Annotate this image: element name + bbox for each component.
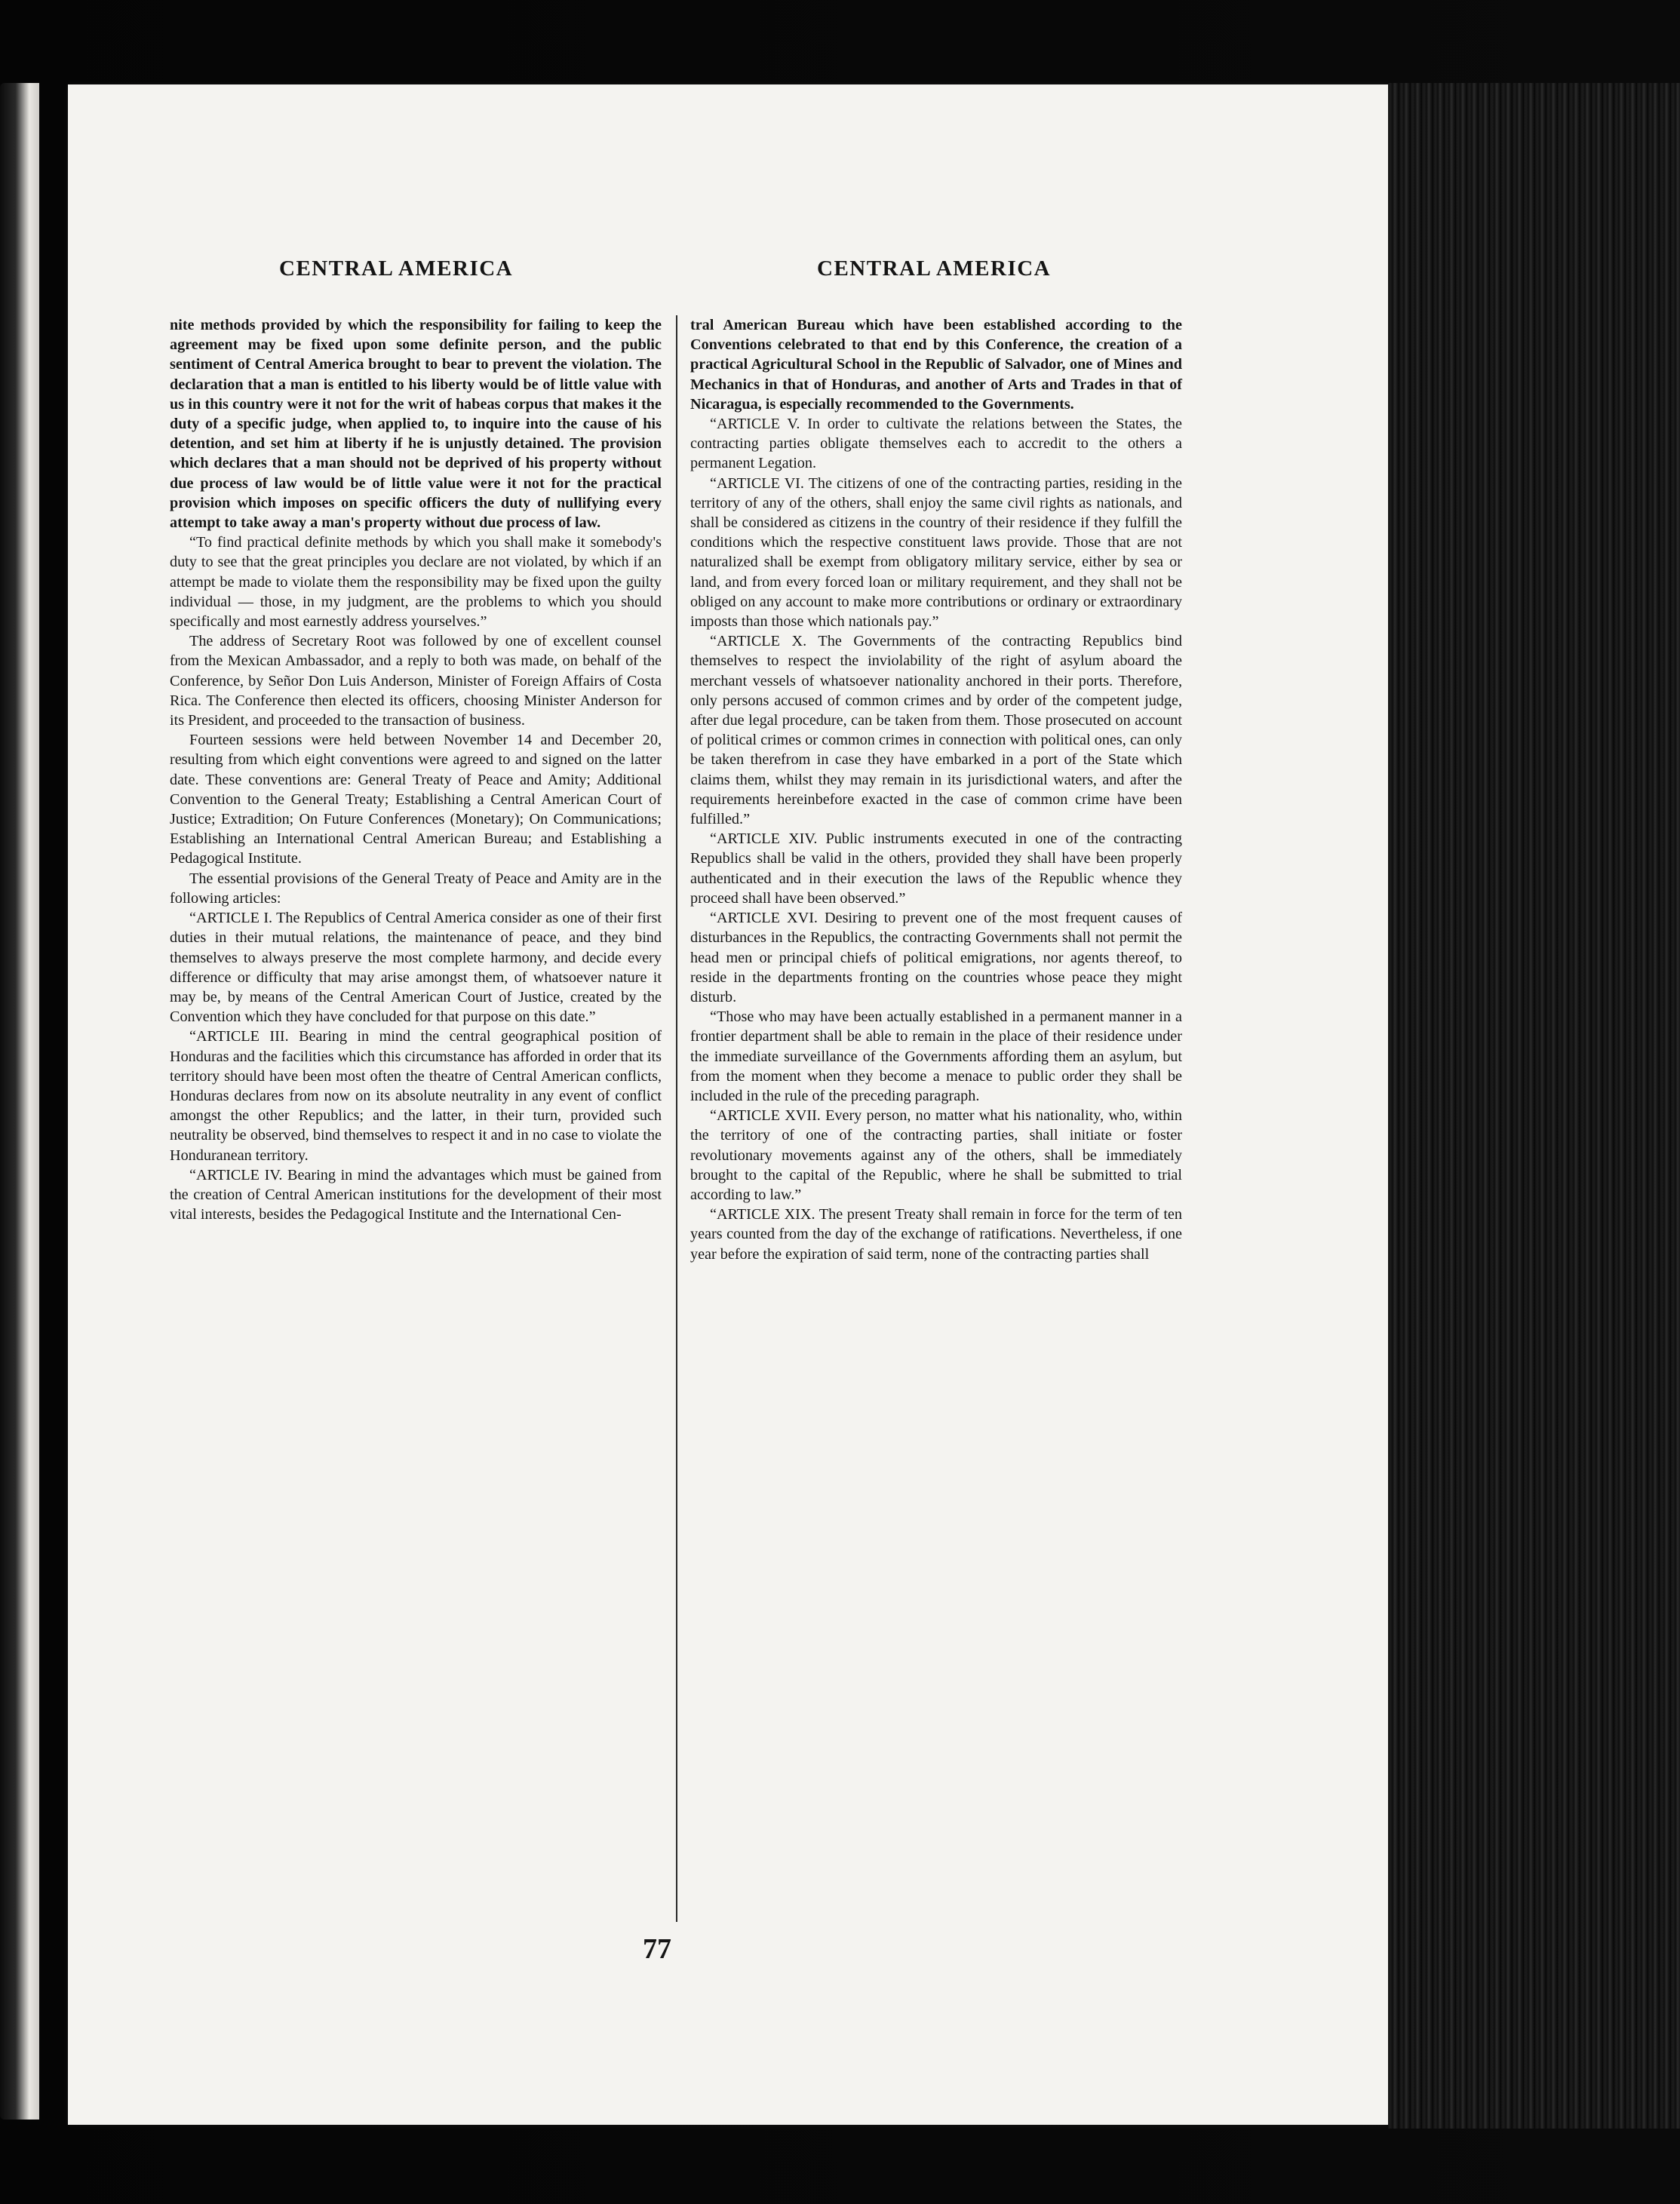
paragraph: “ARTICLE XIX. The present Treaty shall remain in force for the term of ten years counted from the day of the exchange of ratifications. Nevertheless, if one year before the expiration of said term, none of the contracting parties shall (690, 1206, 1182, 1263)
paragraph: “ARTICLE VI. The citizens of one of the contracting parties, residing in the territory of any of the others, shall enjoy the same civil rights as nationals, and shall be considered as citizens in the country of their residence if they fulfill the conditions which the respective constituent laws provide. Those that are not naturalized shall be exempt from obligatory military service, either by sea or land, and from every forced loan or military requirement, and they shall not be obliged on any account to make more contributions or ordinary or extraordinary imposts than those which nationals pay.” (690, 474, 1182, 631)
paragraph: tral American Bureau which have been established according to the Conventions celebrated to that end by this Conference, the creation of a practical Agricultural School in the Republic of Salvador, one of Mines and Mechanics in that of Honduras, and another of Arts and Trades in that of Nicaragua, is especially recommended to the Governments. (690, 317, 1182, 413)
text-column-left (170, 315, 662, 1224)
paragraph: “ARTICLE X. The Governments of the contracting Republics bind themselves to respect the inviolability of the right of asylum aboard the merchant vessels of whatsoever nationality anchored in their ports. Therefore, only persons accused of common crimes and by order of the competent judge, after due legal procedure, can be taken from them. Those prosecuted on account of political crimes or common crimes in connection with political ones, can only be taken therefrom in case they have embarked in a port of the State which claims them, whilst they may remain in its jurisdictional waters, and after the requirements hereinbefore exacted in the case of common crime have been fulfilled.” (690, 633, 1182, 828)
paragraph: “ARTICLE III. Bearing in mind the central geographical position of Honduras and the facilities which this circumstance has afforded in order that its territory should have been most often the theatre of Central American conflicts, Honduras declares from now on its absolute neutrality in any event of conflict amongst the other Republics; and the latter, in their turn, provided such neutrality be observed, bind themselves to respect it and in no case to violate the Honduranean territory. (170, 1028, 662, 1164)
scan-gutter (1388, 83, 1680, 2129)
paragraph: “ARTICLE I. The Republics of Central America consider as one of their first duties in their mutual relations, the maintenance of peace, and they bind themselves to always preserve the most complete harmony, and decide every difference or difficulty that may arise amongst them, of whatsoever nature it may be, by means of the Central American Court of Justice, created by the Convention which they have concluded for that purpose on this date.” (170, 910, 662, 1026)
paragraph: nite methods provided by which the responsibility for failing to keep the agreement may be fixed upon some definite person, and the public sentiment of Central America brought to bear to prevent the violation. The declaration that a man is entitled to his liberty would be of little value with us in this country were it not for the writ of habeas corpus that makes it the duty of a specific judge, when applied to, to inquire into the cause of his detention, and set him at liberty if he is unjustly detained. The provision which declares that a man should not be deprived of his property without due process of law would be of little value were it not for the practical provision which imposes on specific officers the duty of nullifying every attempt to take away a man's property without due process of law. (170, 317, 662, 532)
paragraph: “ARTICLE XIV. Public instruments executed in one of the contracting Republics shall be valid in the others, provided they shall have been properly authenticated and in their execution the laws of the Republic whence they proceed shall have been observed.” (690, 830, 1182, 907)
paragraph: “Those who may have been actually established in a permanent manner in a frontier department shall be able to remain in the place of their residence under the immediate surveillance of the Governments affording them an asylum, but from the moment when they become a menace to public order they shall be included in the rule of the preceding paragraph. (690, 1008, 1182, 1104)
running-head-left: CENTRAL AMERICA (279, 256, 514, 281)
paragraph: The address of Secretary Root was followed by one of excellent counsel from the Mexican Ambassador, and a reply to both was made, on behalf of the Conference, by Señor Don Luis Anderson, Minister of Foreign Affairs of Costa Rica. The Conference then elected its officers, choosing Minister Anderson for its President, and proceeded to the transaction of business. (170, 633, 662, 729)
paragraph: “ARTICLE XVI. Desiring to prevent one of the most frequent causes of disturbances in the Republics, the contracting Governments shall not permit the head men or principal chiefs of political emigrations, nor agents thereof, to reside in the departments fronting on the countries whose peace they might disturb. (690, 910, 1182, 1005)
paragraph: “To find practical definite methods by which you shall make it somebody's duty to see that the great principles you declare are not violated, by which if an attempt be made to violate them the responsibility may be fixed upon the guilty individual — those, in my judgment, are the problems to which you should specifically and most earnestly address yourselves.” (170, 534, 662, 631)
text-column-right (690, 315, 1182, 1264)
facing-page-edge (0, 83, 39, 2120)
paragraph: “ARTICLE V. In order to cultivate the relations between the States, the contracting parties obligate themselves each to accredit to the others a permanent Legation. (690, 416, 1182, 472)
paragraph: The essential provisions of the General Treaty of Peace and Amity are in the following articles: (170, 870, 662, 907)
page-number: 77 (643, 1933, 671, 1965)
paragraph: “ARTICLE IV. Bearing in mind the advantages which must be gained from the creation of Central American institutions for the development of their most vital interests, besides the Pedagogical Institute and the International Cen- (170, 1166, 662, 1223)
paragraph: “ARTICLE XVII. Every person, no matter what his nationality, who, within the territory of one of the contracting parties, shall initiate or foster revolutionary movements against any of the others, shall be immediately brought to the capital of the Republic, where he shall be submitted to trial according to law.” (690, 1107, 1182, 1203)
paragraph: Fourteen sessions were held between November 14 and December 20, resulting from which eight conventions were agreed to and signed on the latter date. These conventions are: General Treaty of Peace and Amity; Additional Convention to the General Treaty; Establishing a Central American Court of Justice; Extradition; On Future Conferences (Monetary); On Communications; Establishing an International Central American Bureau; and Establishing a Pedagogical Institute. (170, 732, 662, 867)
running-head-right: CENTRAL AMERICA (817, 256, 1052, 281)
column-divider (676, 315, 677, 1922)
